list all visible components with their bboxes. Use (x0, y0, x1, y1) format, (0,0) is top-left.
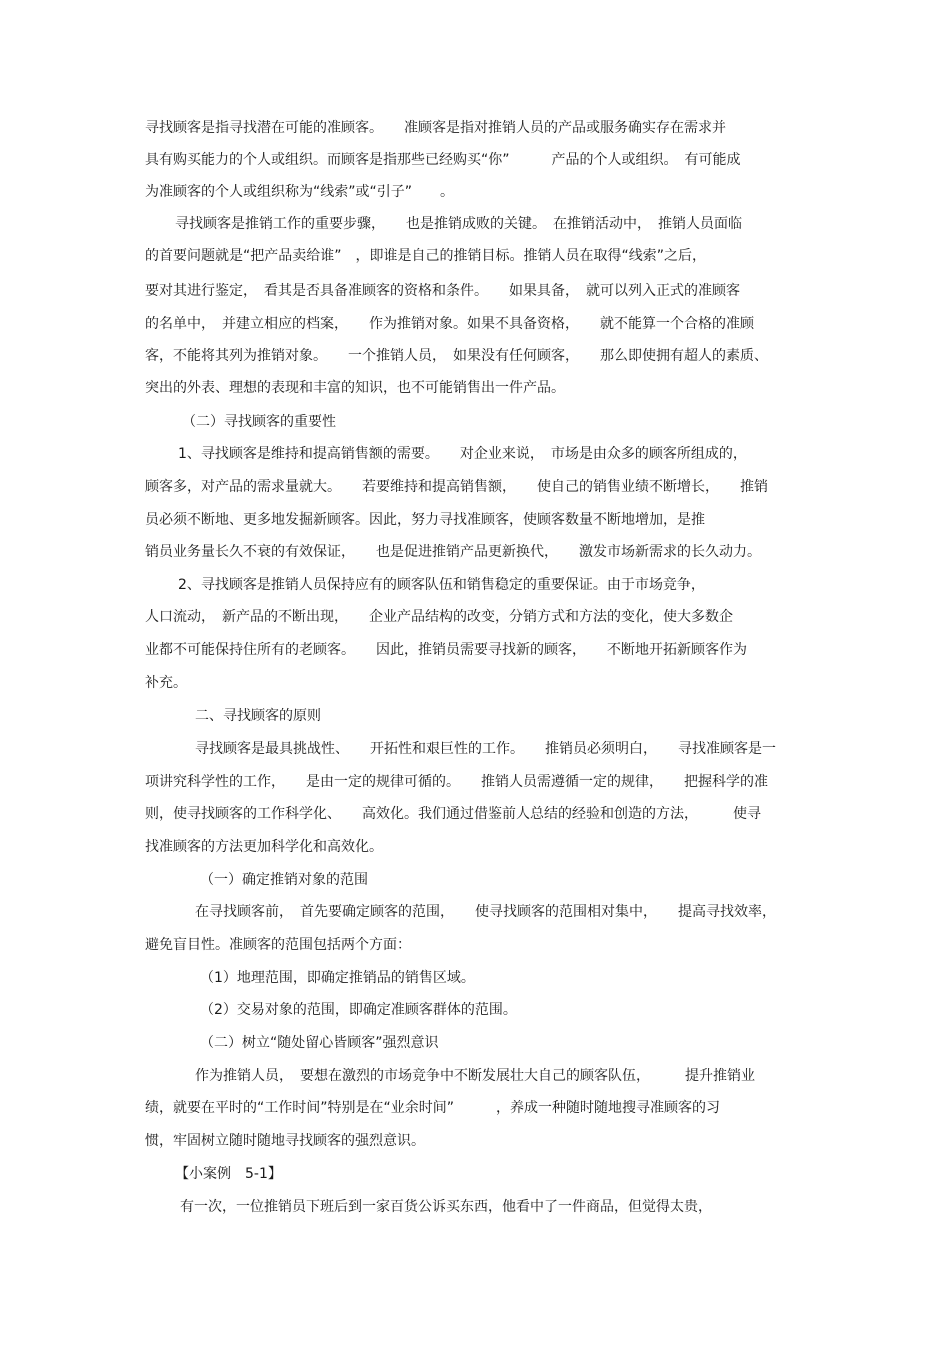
section-heading: （二）树立“随处留心皆顾客”强烈意识 (200, 1035, 439, 1051)
text-line: 项讲究科学性的工作， 是由一定的规律可循的。 推销人员需遵循一定的规律， 把握科学的准 (145, 774, 768, 790)
text-line: 避免盲目性。准顾客的范围包括两个方面： (145, 937, 411, 953)
text-line: 业都不可能保持住所有的老顾客。 因此，推销员需要寻找新的顾客， 不断地开拓新顾客作为 (145, 642, 747, 658)
text-line: 补充。 (145, 675, 187, 691)
section-heading: （二）寻找顾客的重要性 (182, 414, 336, 430)
text-line: 要对其进行鉴定， 看其是否具备准顾客的资格和条件。 如果具备， 就可以列入正式的准顾客 (145, 283, 740, 299)
text-line: 员必须不断地、更多地发掘新顾客。因此，努力寻找准顾客，使顾客数量不断地增加，是推 (145, 512, 705, 528)
text-line: 寻找顾客是指寻找潜在可能的准顾客。 准顾客是指对推销人员的产品或服务确实存在需求并 (145, 120, 726, 136)
text-line: 作为推销人员， 要想在激烈的市场竞争中不断发展壮大自己的顾客队伍， 提升推销业 (195, 1068, 755, 1084)
text-line: 惯，牢固树立随时随地寻找顾客的强烈意识。 (145, 1133, 425, 1149)
text-line: 2、寻找顾客是推销人员保持应有的顾客队伍和销售稳定的重要保证。由于市场竞争， (178, 577, 705, 593)
text-line: 绩，就要在平时的“工作时间”特别是在“业余时间” ，养成一种随时随地搜寻准顾客的习 (145, 1100, 721, 1116)
text-line: 为准顾客的个人或组织称为“线索”或“引子” 。 (145, 184, 455, 200)
text-line: 突出的外表、理想的表现和丰富的知识，也不可能销售出一件产品。 (145, 380, 565, 396)
section-heading: 二、寻找顾客的原则 (195, 708, 321, 724)
text-line: 寻找顾客是最具挑战性、 开拓性和艰巨性的工作。 推销员必须明白， 寻找准顾客是一 (195, 741, 776, 757)
text-line: 找准顾客的方法更加科学化和高效化。 (145, 839, 383, 855)
text-line: 顾客多，对产品的需求量就大。 若要维持和提高销售额， 使自己的销售业绩不断增长， 推销 (145, 479, 768, 495)
text-line: 有一次，一位推销员下班后到一家百货公诉买东西，他看中了一件商品，但觉得太贵， (180, 1199, 712, 1215)
case-label: 【小案例 5-1】 (175, 1166, 282, 1182)
section-heading: （一）确定推销对象的范围 (200, 872, 368, 888)
text-line: 寻找顾客是推销工作的重要步骤， 也是推销成败的关键。 在推销活动中， 推销人员面临 (175, 216, 742, 232)
text-line: 的名单中， 并建立相应的档案， 作为推销对象。如果不具备资格， 就不能算一个合格的准顾 (145, 316, 754, 332)
text-line: 1、寻找顾客是维持和提高销售额的需要。 对企业来说， 市场是由众多的顾客所组成的， (178, 446, 747, 462)
text-line: 销员业务量长久不衰的有效保证， 也是促进推销产品更新换代， 激发市场新需求的长久动力。 (145, 544, 761, 560)
text-line: 具有购买能力的个人或组织。而顾客是指那些已经购买“你” 产品的个人或组织。 有可能成 (145, 152, 741, 168)
text-line: 客，不能将其列为推销对象。 一个推销人员， 如果没有任何顾客， 那么即使拥有超人的素质、 (145, 348, 768, 364)
text-line: 的首要问题就是“把产品卖给谁” ，即谁是自己的推销目标。推销人员在取得“线索”之后， (145, 248, 707, 264)
list-item: （1）地理范围，即确定推销品的销售区域。 (200, 970, 475, 986)
text-line: 在寻找顾客前， 首先要确定顾客的范围， 使寻找顾客的范围相对集中， 提高寻找效率， (195, 904, 776, 920)
text-line: 人口流动， 新产品的不断出现， 企业产品结构的改变，分销方式和方法的变化，使大多数企 (145, 609, 733, 625)
list-item: （2）交易对象的范围，即确定准顾客群体的范围。 (200, 1002, 517, 1018)
text-line: 则，使寻找顾客的工作科学化、 高效化。我们通过借鉴前人总结的经验和创造的方法， 使寻 (145, 806, 761, 822)
